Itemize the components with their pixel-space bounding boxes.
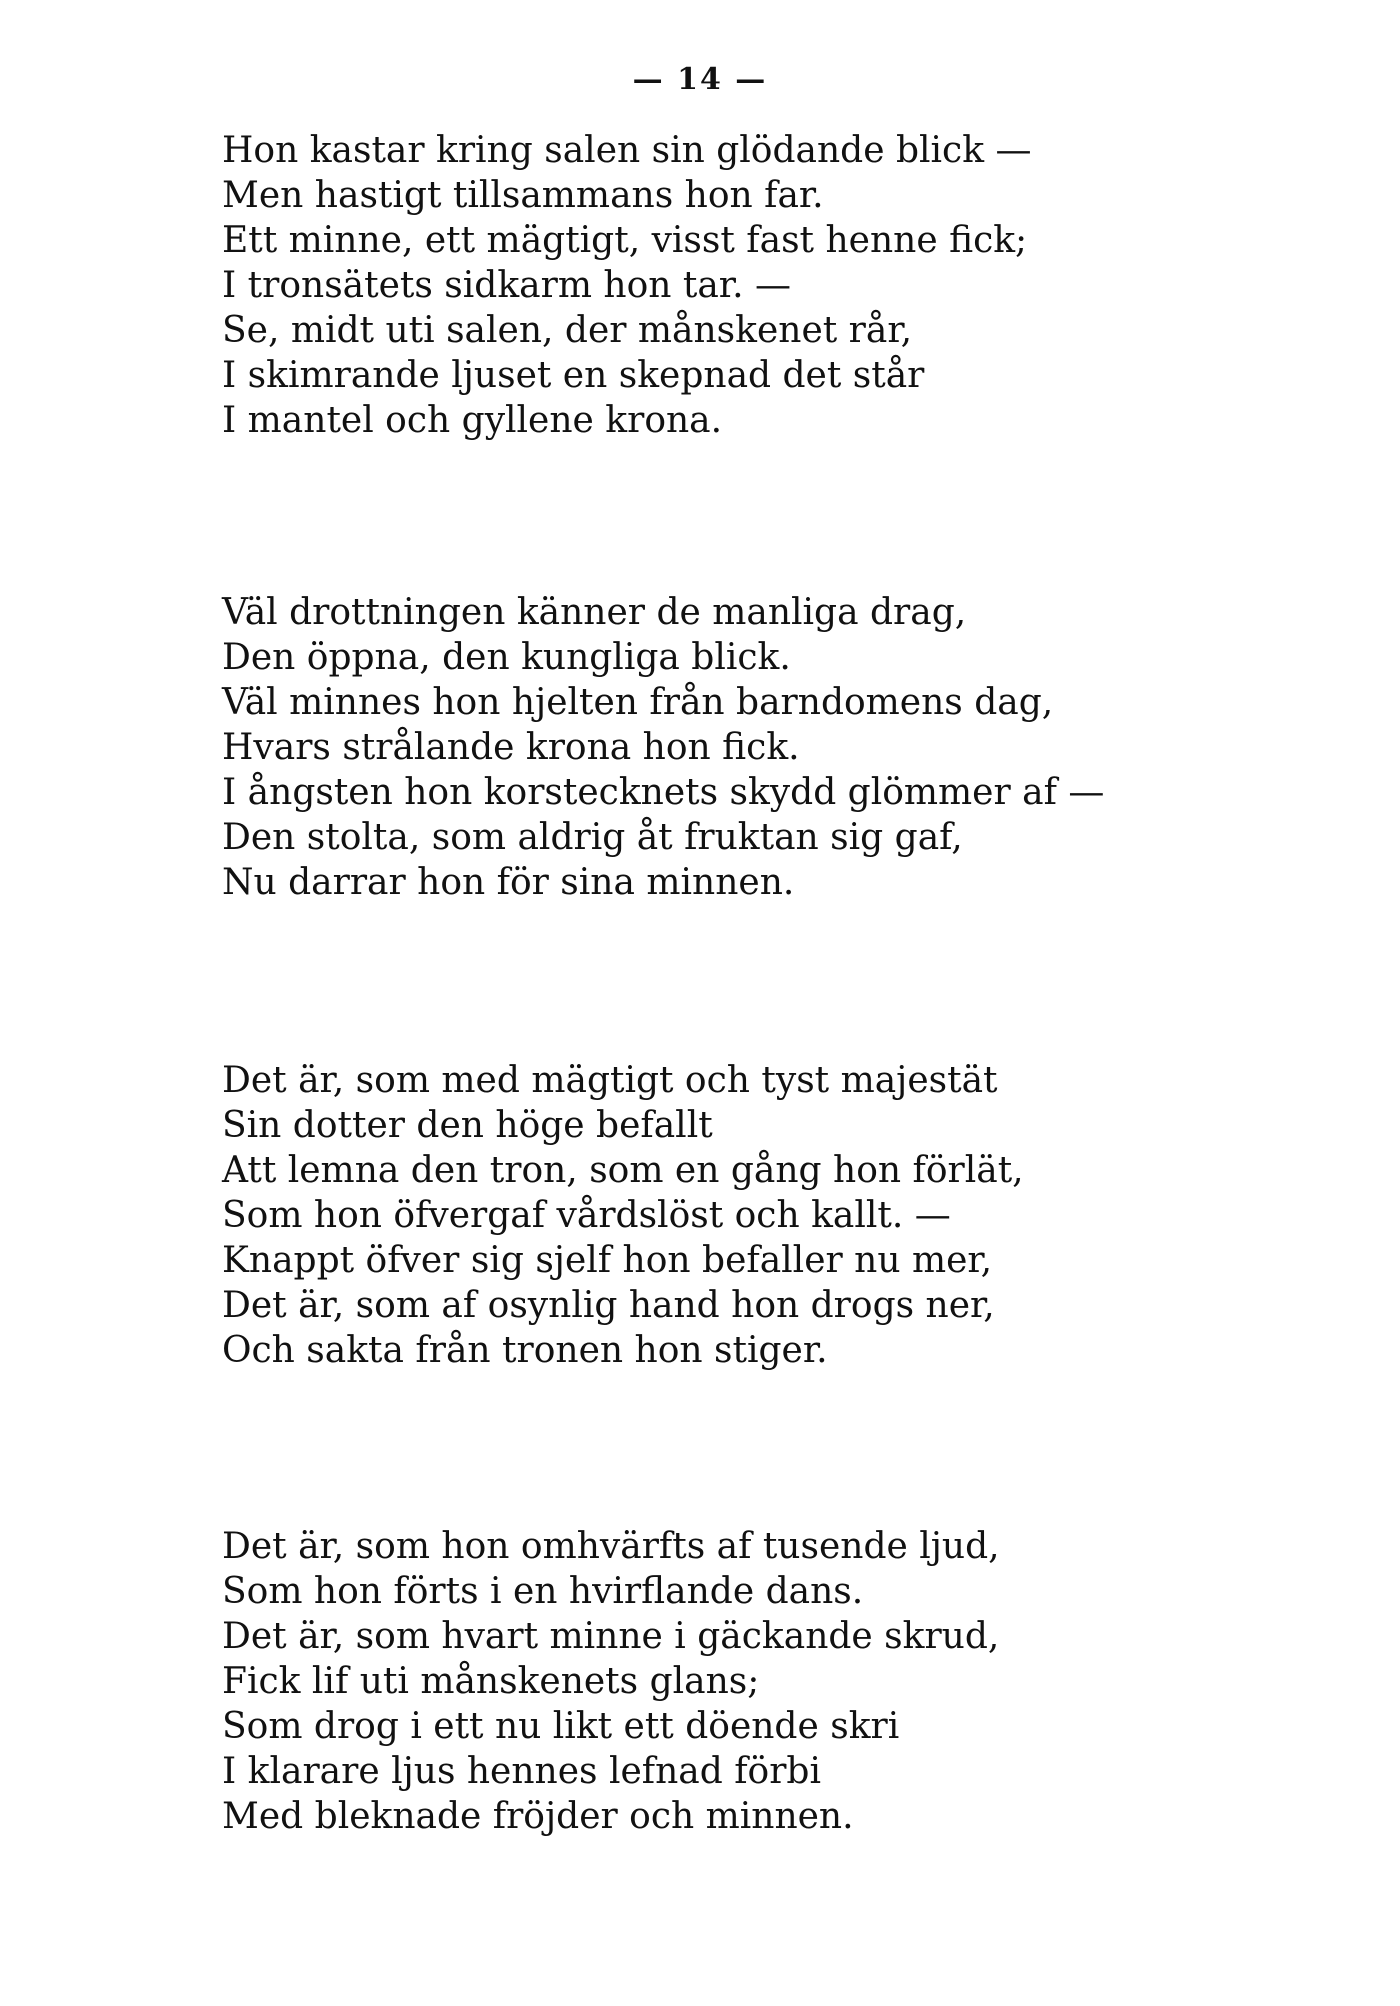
poem-line: I mantel och gyllene krona. [222, 400, 723, 441]
poem-line: Sin dotter den höge befallt [222, 1105, 713, 1146]
stanza-1 [222, 128, 1322, 443]
stanza-2 [222, 590, 1322, 905]
poem-line: I klarare ljus hennes lefnad förbi [222, 1751, 821, 1792]
poem-line: I tronsätets sidkarm hon tar. — [222, 265, 791, 306]
poem-line: Väl minnes hon hjelten från barndomens dag, [222, 682, 1054, 723]
poem-line: Den öppna, den kungliga blick. [222, 637, 791, 678]
poem-line: Som drog i ett nu likt ett döende skri [222, 1706, 900, 1747]
poem-line: Det är, som af osynlig hand hon drogs ner, [222, 1285, 995, 1326]
poem-line: Väl drottningen känner de manliga drag, [222, 592, 967, 633]
poem-line: Det är, som med mägtigt och tyst majestät [222, 1060, 998, 1101]
poem-line: Att lemna den tron, som en gång hon förlät, [222, 1150, 1024, 1191]
poem-line: I skimrande ljuset en skepnad det står [222, 355, 925, 396]
poem-line: Som hon öfvergaf vårdslöst och kallt. — [222, 1195, 951, 1236]
stanza-4 [222, 1524, 1322, 1839]
poem-line: Som hon förts i en hvirflande dans. [222, 1571, 864, 1612]
stanza-3 [222, 1058, 1322, 1373]
poem-line: Det är, som hvart minne i gäckande skrud, [222, 1616, 1000, 1657]
poem-line: Det är, som hon omhvärfts af tusende ljud, [222, 1526, 1000, 1567]
poem-line: I ångsten hon korstecknets skydd glömmer af — [222, 772, 1105, 813]
poem-line: Knappt öfver sig sjelf hon befaller nu mer, [222, 1240, 993, 1281]
poem-line: Nu darrar hon för sina minnen. [222, 862, 795, 903]
poem-line: Och sakta från tronen hon stiger. [222, 1330, 828, 1371]
poem-line: Fick lif uti månskenets glans; [222, 1661, 760, 1702]
poem-line: Men hastigt tillsammans hon far. [222, 175, 824, 216]
poem-line: Hvars strålande krona hon fick. [222, 727, 800, 768]
poem-line: Se, midt uti salen, der månskenet rår, [222, 310, 913, 351]
poem-line: Med bleknade fröjder och minnen. [222, 1796, 854, 1837]
poem-line: Den stolta, som aldrig åt fruktan sig gaf, [222, 817, 963, 858]
page-number: — 14 — [632, 62, 768, 97]
poem-line: Ett minne, ett mägtigt, visst fast henne fick; [222, 220, 1028, 261]
poem-line: Hon kastar kring salen sin glödande blick — [222, 130, 1032, 171]
